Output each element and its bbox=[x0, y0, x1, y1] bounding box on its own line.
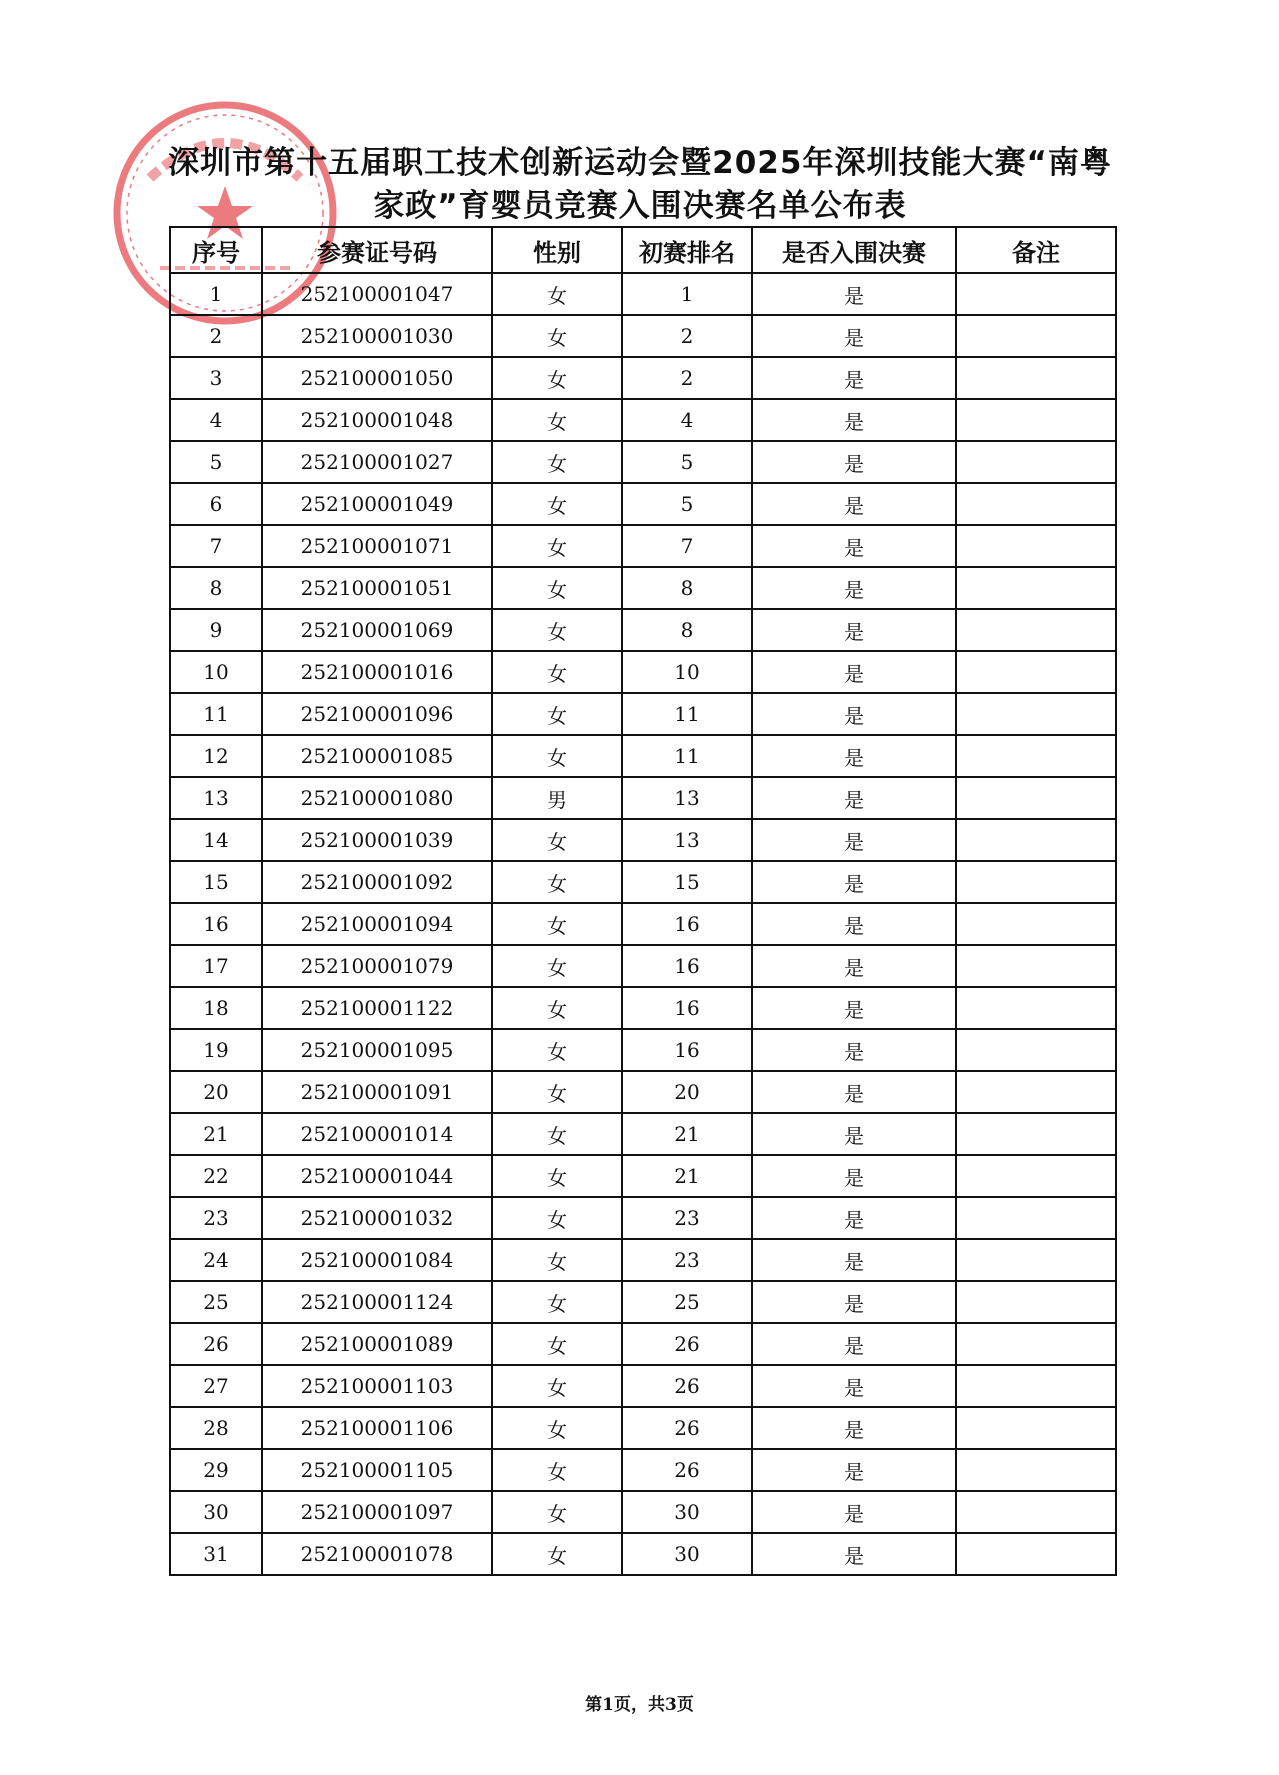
cell-finalist: 是 bbox=[752, 609, 956, 651]
cell-serial-no: 16 bbox=[170, 903, 262, 945]
cell-prelim-rank: 1 bbox=[622, 273, 752, 315]
cell-prelim-rank: 5 bbox=[622, 483, 752, 525]
cell-remarks bbox=[956, 525, 1116, 567]
cell-entry-id: 252100001032 bbox=[262, 1197, 492, 1239]
cell-prelim-rank: 2 bbox=[622, 357, 752, 399]
cell-prelim-rank: 21 bbox=[622, 1113, 752, 1155]
header-prelim-rank: 初赛排名 bbox=[622, 227, 752, 273]
cell-remarks bbox=[956, 1533, 1116, 1575]
table-row bbox=[170, 483, 1116, 525]
cell-entry-id: 252100001091 bbox=[262, 1071, 492, 1113]
cell-entry-id: 252100001124 bbox=[262, 1281, 492, 1323]
cell-entry-id: 252100001085 bbox=[262, 735, 492, 777]
cell-gender: 女 bbox=[492, 1449, 622, 1491]
table-row bbox=[170, 651, 1116, 693]
cell-remarks bbox=[956, 273, 1116, 315]
cell-gender: 女 bbox=[492, 1155, 622, 1197]
cell-finalist: 是 bbox=[752, 315, 956, 357]
cell-entry-id: 252100001030 bbox=[262, 315, 492, 357]
cell-finalist: 是 bbox=[752, 1491, 956, 1533]
cell-serial-no: 8 bbox=[170, 567, 262, 609]
cell-gender: 女 bbox=[492, 1323, 622, 1365]
cell-serial-no: 4 bbox=[170, 399, 262, 441]
cell-gender: 女 bbox=[492, 1365, 622, 1407]
header-remarks: 备注 bbox=[956, 227, 1116, 273]
table-header-row bbox=[170, 227, 1116, 273]
table-row bbox=[170, 1449, 1116, 1491]
cell-finalist: 是 bbox=[752, 693, 956, 735]
title-line-1: 深圳市第十五届职工技术创新运动会暨2025年深圳技能大赛“南粤 bbox=[168, 145, 1112, 181]
cell-remarks bbox=[956, 483, 1116, 525]
cell-remarks bbox=[956, 651, 1116, 693]
table-row bbox=[170, 1239, 1116, 1281]
cell-gender: 女 bbox=[492, 819, 622, 861]
cell-serial-no: 6 bbox=[170, 483, 262, 525]
cell-prelim-rank: 26 bbox=[622, 1449, 752, 1491]
cell-gender: 女 bbox=[492, 441, 622, 483]
cell-serial-no: 7 bbox=[170, 525, 262, 567]
cell-finalist: 是 bbox=[752, 1407, 956, 1449]
table-row bbox=[170, 735, 1116, 777]
cell-entry-id: 252100001095 bbox=[262, 1029, 492, 1071]
cell-entry-id: 252100001049 bbox=[262, 483, 492, 525]
cell-serial-no: 14 bbox=[170, 819, 262, 861]
cell-gender: 女 bbox=[492, 1491, 622, 1533]
cell-finalist: 是 bbox=[752, 357, 956, 399]
cell-gender: 女 bbox=[492, 1533, 622, 1575]
cell-entry-id: 252100001051 bbox=[262, 567, 492, 609]
cell-remarks bbox=[956, 903, 1116, 945]
cell-remarks bbox=[956, 1449, 1116, 1491]
cell-gender: 女 bbox=[492, 903, 622, 945]
cell-finalist: 是 bbox=[752, 1365, 956, 1407]
cell-finalist: 是 bbox=[752, 777, 956, 819]
cell-finalist: 是 bbox=[752, 399, 956, 441]
document-title bbox=[140, 142, 1140, 228]
cell-gender: 女 bbox=[492, 1029, 622, 1071]
cell-entry-id: 252100001106 bbox=[262, 1407, 492, 1449]
cell-serial-no: 18 bbox=[170, 987, 262, 1029]
cell-finalist: 是 bbox=[752, 1197, 956, 1239]
table-row bbox=[170, 315, 1116, 357]
cell-serial-no: 9 bbox=[170, 609, 262, 651]
cell-finalist: 是 bbox=[752, 735, 956, 777]
cell-serial-no: 1 bbox=[170, 273, 262, 315]
cell-entry-id: 252100001071 bbox=[262, 525, 492, 567]
cell-prelim-rank: 30 bbox=[622, 1491, 752, 1533]
cell-remarks bbox=[956, 567, 1116, 609]
cell-entry-id: 252100001122 bbox=[262, 987, 492, 1029]
cell-finalist: 是 bbox=[752, 483, 956, 525]
table-row bbox=[170, 777, 1116, 819]
cell-gender: 女 bbox=[492, 1281, 622, 1323]
table-row bbox=[170, 1365, 1116, 1407]
page-footer: 第1页，共3页 bbox=[585, 1695, 694, 1715]
cell-entry-id: 252100001089 bbox=[262, 1323, 492, 1365]
cell-prelim-rank: 16 bbox=[622, 945, 752, 987]
cell-serial-no: 21 bbox=[170, 1113, 262, 1155]
table-row bbox=[170, 357, 1116, 399]
table-row bbox=[170, 567, 1116, 609]
table-row bbox=[170, 1113, 1116, 1155]
cell-remarks bbox=[956, 1365, 1116, 1407]
cell-finalist: 是 bbox=[752, 1029, 956, 1071]
cell-prelim-rank: 13 bbox=[622, 819, 752, 861]
table-row bbox=[170, 1281, 1116, 1323]
cell-finalist: 是 bbox=[752, 525, 956, 567]
cell-gender: 女 bbox=[492, 315, 622, 357]
cell-prelim-rank: 16 bbox=[622, 903, 752, 945]
cell-finalist: 是 bbox=[752, 567, 956, 609]
title-line-2: 家政”育婴员竞赛入围决赛名单公布表 bbox=[373, 188, 907, 224]
cell-entry-id: 252100001044 bbox=[262, 1155, 492, 1197]
cell-finalist: 是 bbox=[752, 1323, 956, 1365]
cell-entry-id: 252100001103 bbox=[262, 1365, 492, 1407]
cell-gender: 女 bbox=[492, 1239, 622, 1281]
cell-serial-no: 30 bbox=[170, 1491, 262, 1533]
cell-serial-no: 13 bbox=[170, 777, 262, 819]
cell-entry-id: 252100001016 bbox=[262, 651, 492, 693]
table-row bbox=[170, 1197, 1116, 1239]
table-row bbox=[170, 945, 1116, 987]
cell-entry-id: 252100001105 bbox=[262, 1449, 492, 1491]
cell-serial-no: 19 bbox=[170, 1029, 262, 1071]
cell-remarks bbox=[956, 315, 1116, 357]
cell-prelim-rank: 16 bbox=[622, 987, 752, 1029]
table-row bbox=[170, 1323, 1116, 1365]
cell-prelim-rank: 13 bbox=[622, 777, 752, 819]
cell-finalist: 是 bbox=[752, 1239, 956, 1281]
header-entry-id: 参赛证号码 bbox=[262, 227, 492, 273]
cell-gender: 女 bbox=[492, 735, 622, 777]
cell-gender: 女 bbox=[492, 273, 622, 315]
cell-prelim-rank: 21 bbox=[622, 1155, 752, 1197]
table-row bbox=[170, 819, 1116, 861]
cell-remarks bbox=[956, 1155, 1116, 1197]
cell-finalist: 是 bbox=[752, 1155, 956, 1197]
cell-entry-id: 252100001039 bbox=[262, 819, 492, 861]
table-row bbox=[170, 273, 1116, 315]
table-body bbox=[170, 273, 1116, 1575]
cell-serial-no: 10 bbox=[170, 651, 262, 693]
cell-serial-no: 28 bbox=[170, 1407, 262, 1449]
cell-finalist: 是 bbox=[752, 1071, 956, 1113]
cell-remarks bbox=[956, 357, 1116, 399]
cell-serial-no: 2 bbox=[170, 315, 262, 357]
header-serial-no: 序号 bbox=[170, 227, 262, 273]
cell-serial-no: 22 bbox=[170, 1155, 262, 1197]
cell-entry-id: 252100001078 bbox=[262, 1533, 492, 1575]
cell-finalist: 是 bbox=[752, 1281, 956, 1323]
cell-serial-no: 25 bbox=[170, 1281, 262, 1323]
cell-entry-id: 252100001096 bbox=[262, 693, 492, 735]
cell-prelim-rank: 26 bbox=[622, 1365, 752, 1407]
cell-serial-no: 11 bbox=[170, 693, 262, 735]
cell-gender: 男 bbox=[492, 777, 622, 819]
table-row bbox=[170, 1533, 1116, 1575]
cell-gender: 女 bbox=[492, 483, 622, 525]
cell-entry-id: 252100001047 bbox=[262, 273, 492, 315]
cell-remarks bbox=[956, 987, 1116, 1029]
cell-entry-id: 252100001084 bbox=[262, 1239, 492, 1281]
cell-entry-id: 252100001094 bbox=[262, 903, 492, 945]
cell-serial-no: 12 bbox=[170, 735, 262, 777]
cell-remarks bbox=[956, 1281, 1116, 1323]
cell-finalist: 是 bbox=[752, 819, 956, 861]
cell-remarks bbox=[956, 1491, 1116, 1533]
cell-serial-no: 31 bbox=[170, 1533, 262, 1575]
cell-remarks bbox=[956, 819, 1116, 861]
table-row bbox=[170, 1155, 1116, 1197]
cell-serial-no: 20 bbox=[170, 1071, 262, 1113]
cell-remarks bbox=[956, 441, 1116, 483]
cell-gender: 女 bbox=[492, 357, 622, 399]
cell-entry-id: 252100001079 bbox=[262, 945, 492, 987]
finalist-table bbox=[169, 226, 1117, 1576]
cell-prelim-rank: 26 bbox=[622, 1323, 752, 1365]
cell-gender: 女 bbox=[492, 1071, 622, 1113]
cell-serial-no: 5 bbox=[170, 441, 262, 483]
cell-finalist: 是 bbox=[752, 987, 956, 1029]
cell-remarks bbox=[956, 609, 1116, 651]
cell-prelim-rank: 26 bbox=[622, 1407, 752, 1449]
cell-prelim-rank: 2 bbox=[622, 315, 752, 357]
cell-entry-id: 252100001048 bbox=[262, 399, 492, 441]
table-row bbox=[170, 1029, 1116, 1071]
cell-gender: 女 bbox=[492, 1197, 622, 1239]
cell-prelim-rank: 7 bbox=[622, 525, 752, 567]
cell-finalist: 是 bbox=[752, 273, 956, 315]
cell-remarks bbox=[956, 1113, 1116, 1155]
cell-entry-id: 252100001080 bbox=[262, 777, 492, 819]
cell-remarks bbox=[956, 777, 1116, 819]
cell-serial-no: 27 bbox=[170, 1365, 262, 1407]
cell-finalist: 是 bbox=[752, 1113, 956, 1155]
cell-gender: 女 bbox=[492, 1113, 622, 1155]
cell-entry-id: 252100001027 bbox=[262, 441, 492, 483]
cell-serial-no: 23 bbox=[170, 1197, 262, 1239]
cell-prelim-rank: 25 bbox=[622, 1281, 752, 1323]
cell-prelim-rank: 11 bbox=[622, 693, 752, 735]
cell-remarks bbox=[956, 1197, 1116, 1239]
table-row bbox=[170, 1407, 1116, 1449]
cell-serial-no: 17 bbox=[170, 945, 262, 987]
cell-prelim-rank: 5 bbox=[622, 441, 752, 483]
cell-prelim-rank: 11 bbox=[622, 735, 752, 777]
table-row bbox=[170, 1071, 1116, 1113]
cell-entry-id: 252100001014 bbox=[262, 1113, 492, 1155]
cell-serial-no: 26 bbox=[170, 1323, 262, 1365]
header-gender: 性别 bbox=[492, 227, 622, 273]
cell-finalist: 是 bbox=[752, 1449, 956, 1491]
cell-entry-id: 252100001097 bbox=[262, 1491, 492, 1533]
table-row bbox=[170, 525, 1116, 567]
cell-prelim-rank: 23 bbox=[622, 1239, 752, 1281]
cell-gender: 女 bbox=[492, 1407, 622, 1449]
cell-gender: 女 bbox=[492, 525, 622, 567]
cell-remarks bbox=[956, 861, 1116, 903]
cell-gender: 女 bbox=[492, 399, 622, 441]
cell-remarks bbox=[956, 1323, 1116, 1365]
header-finalist: 是否入围决赛 bbox=[752, 227, 956, 273]
cell-prelim-rank: 16 bbox=[622, 1029, 752, 1071]
cell-prelim-rank: 15 bbox=[622, 861, 752, 903]
cell-finalist: 是 bbox=[752, 861, 956, 903]
cell-prelim-rank: 8 bbox=[622, 609, 752, 651]
cell-remarks bbox=[956, 1029, 1116, 1071]
table-row bbox=[170, 861, 1116, 903]
cell-entry-id: 252100001050 bbox=[262, 357, 492, 399]
cell-prelim-rank: 30 bbox=[622, 1533, 752, 1575]
cell-remarks bbox=[956, 1071, 1116, 1113]
cell-gender: 女 bbox=[492, 945, 622, 987]
cell-finalist: 是 bbox=[752, 1533, 956, 1575]
cell-remarks bbox=[956, 945, 1116, 987]
table-row bbox=[170, 1491, 1116, 1533]
table-row bbox=[170, 693, 1116, 735]
cell-remarks bbox=[956, 693, 1116, 735]
table-row bbox=[170, 903, 1116, 945]
cell-remarks bbox=[956, 1407, 1116, 1449]
cell-prelim-rank: 23 bbox=[622, 1197, 752, 1239]
cell-entry-id: 252100001092 bbox=[262, 861, 492, 903]
cell-finalist: 是 bbox=[752, 945, 956, 987]
cell-serial-no: 24 bbox=[170, 1239, 262, 1281]
cell-entry-id: 252100001069 bbox=[262, 609, 492, 651]
cell-gender: 女 bbox=[492, 861, 622, 903]
cell-serial-no: 29 bbox=[170, 1449, 262, 1491]
cell-gender: 女 bbox=[492, 693, 622, 735]
cell-remarks bbox=[956, 399, 1116, 441]
cell-remarks bbox=[956, 735, 1116, 777]
cell-remarks bbox=[956, 1239, 1116, 1281]
table-row bbox=[170, 399, 1116, 441]
cell-prelim-rank: 8 bbox=[622, 567, 752, 609]
cell-gender: 女 bbox=[492, 609, 622, 651]
cell-prelim-rank: 10 bbox=[622, 651, 752, 693]
cell-gender: 女 bbox=[492, 567, 622, 609]
cell-prelim-rank: 4 bbox=[622, 399, 752, 441]
cell-finalist: 是 bbox=[752, 441, 956, 483]
table-row bbox=[170, 441, 1116, 483]
cell-gender: 女 bbox=[492, 651, 622, 693]
table-row bbox=[170, 987, 1116, 1029]
cell-gender: 女 bbox=[492, 987, 622, 1029]
cell-prelim-rank: 20 bbox=[622, 1071, 752, 1113]
cell-finalist: 是 bbox=[752, 903, 956, 945]
table-row bbox=[170, 609, 1116, 651]
cell-serial-no: 3 bbox=[170, 357, 262, 399]
cell-serial-no: 15 bbox=[170, 861, 262, 903]
cell-finalist: 是 bbox=[752, 651, 956, 693]
